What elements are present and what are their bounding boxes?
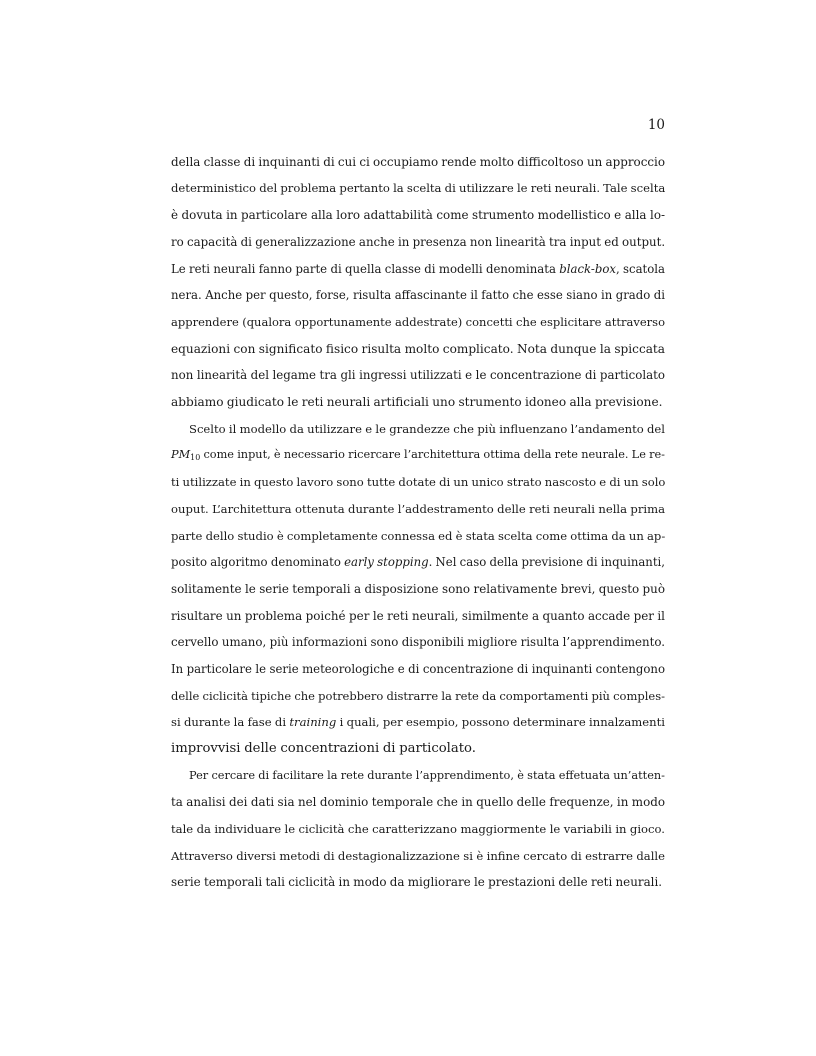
text-line: della classe di inquinanti di cui ci occupiamo rende molto difficoltoso un approccio [171,155,665,169]
text-span: . Nel caso della previsione di inquinanti, [428,555,665,569]
text-line: parte dello studio è completamente connessa ed è stata scelta come ottima da un ap- [171,529,666,543]
text-line: ti utilizzate in questo lavoro sono tutte dotate di un unico strato nascosto e di un solo [171,475,666,489]
pm-symbol: PM [171,448,191,461]
text-line: Attraverso diversi metodi di destagionalizzazione si è infine cercato di estrarre dalle [171,849,665,863]
text-line: è dovuta in particolare alla loro adattabilità come strumento modellistico e alla lo- [171,208,665,222]
text-line: delle ciclicità tipiche che potrebbero distrarre la rete da comportamenti più comples- [171,689,665,703]
text-line: nera. Anche per questo, forse, risulta affascinante il fatto che esse siano in grado di [171,288,665,302]
text-line: apprendere (qualora opportunamente addestrate) concetti che esplicitare attraverso [171,315,665,329]
text-line: ta analisi dei dati sia nel dominio temporale che in quello delle frequenze, in modo [171,795,665,809]
text-line: In particolare le serie meteorologiche e di concentrazione di inquinanti contengono [171,662,665,676]
text-line: ro capacità di generalizzazione anche in presenza non linearità tra input ed output. [171,235,666,249]
text-line: non linearità del legame tra gli ingressi utilizzati e le concentrazione di particolato [171,368,665,382]
text-line [171,259,665,279]
emphasis-early-stopping: early stopping [344,555,429,569]
text-line: Per cercare di facilitare la rete durante l’apprendimento, è stata effetuata un’atten- [189,769,665,782]
text-line: abbiamo giudicato le reti neurali artificiali uno strumento idoneo alla previsione. [171,395,663,409]
text-line [171,445,665,465]
text-span: , scatola [615,262,665,276]
emphasis-training: training [289,715,337,729]
page-number: 10 [647,117,665,133]
text-line: cervello umano, più informazioni sono disponibili migliore risulta l’apprendimento. [171,635,665,649]
text-line: ouput. L’architettura ottenuta durante l’addestramento delle reti neurali nella prima [171,502,665,516]
text-line: Scelto il modello da utilizzare e le grandezze che più influenzano l’andamento del [189,422,665,436]
text-span: come input, è necessario ricercare l’architettura ottima della rete neurale. Le re- [200,448,665,461]
text-line: tale da individuare le ciclicità che caratterizzano maggiormente le variabili in gioco. [171,822,665,836]
text-span: i quali, per esempio, possono determinare innalzamenti [336,715,665,729]
text-span: si durante la fase di [171,715,290,729]
emphasis-black-box: black-box [559,262,616,276]
text-line [171,552,665,572]
text-span: Le reti neurali fanno parte di quella classe di modelli denominata [171,262,560,276]
text-span: posito algoritmo denominato [171,555,345,569]
text-line: equazioni con significato fisico risulta molto complicato. Nota dunque la spiccata [171,342,665,356]
text-line: deterministico del problema pertanto la scelta di utilizzare le reti neurali. Tale scelta [171,181,666,195]
pm-subscript: 10 [190,452,201,462]
text-line [171,712,665,732]
text-line: serie temporali tali ciclicità in modo da migliorare le prestazioni delle reti neurali. [171,875,663,889]
text-line: improvvisi delle concentrazioni di particolato. [171,741,476,756]
text-line: solitamente le serie temporali a disposizione sono relativamente brevi, questo può [171,582,665,596]
text-line: risultare un problema poiché per le reti neurali, similmente a quanto accade per il [171,609,665,623]
